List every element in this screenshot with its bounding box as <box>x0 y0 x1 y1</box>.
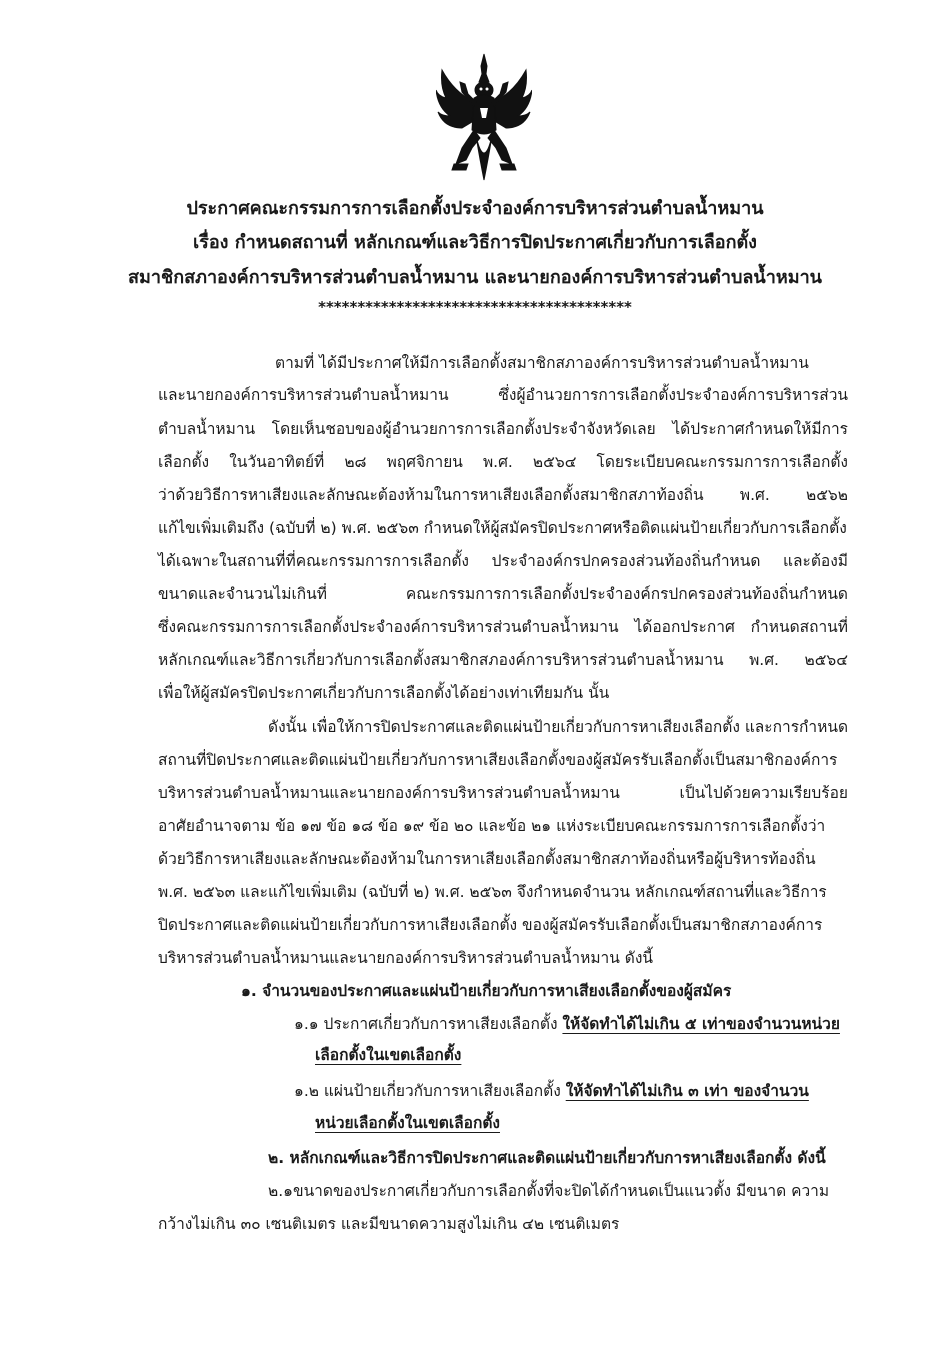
announcement-title: ประกาศคณะกรรมการการเลือกตั้งประจำองค์การบริหารส่วนตำบลน้ำหมาน <box>186 198 764 219</box>
para2-line-5: ด้วยวิธีการหาเสียงและลักษณะต้องห้ามในการหาเสียงเลือกตั้งสมาชิกสภาท้องถิ่นหรือผู้บริหารท้องถิ่น <box>158 850 816 868</box>
announcement-subject-continued: สมาชิกสภาองค์การบริหารส่วนตำบลน้ำหมาน และนายกองค์การบริหารส่วนตำบลน้ำหมาน <box>128 267 822 288</box>
para1-line-11: เพื่อให้ผู้สมัครปิดประกาศเกี่ยวกับการเลือกตั้งได้อย่างเท่าเทียมกัน นั้น <box>158 684 610 702</box>
section-1-1-emphasis-continued: เลือกตั้งในเขตเลือกตั้ง <box>315 1046 462 1064</box>
para1-line-1: ตามที่ ได้มีประกาศให้มีการเลือกตั้งสมาชิกสภาองค์การบริหารส่วนตำบลน้ำหมาน <box>275 354 809 372</box>
para2-line-4: อาศัยอำนาจตาม ข้อ ๑๗ ข้อ ๑๘ ข้อ ๑๙ ข้อ ๒๐ และข้อ ๒๑ แห่งระเบียบคณะกรรมการการเลือกตั้งว่า <box>158 817 826 835</box>
para2-line-6: พ.ศ. ๒๕๖๓ และแก้ไขเพิ่มเติม (ฉบับที่ ๒) พ.ศ. ๒๕๖๓ จึงกำหนดจำนวน หลักเกณฑ์สถานที่และวิธีการ <box>158 883 827 901</box>
para1-line-8: ขนาดและจำนวนไม่เกินที่ คณะกรรมการการเลือกตั้งประจำองค์กรปกครองส่วนท้องถิ่นกำหนด <box>158 585 848 603</box>
para2-line-8: บริหารส่วนตำบลน้ำหมานและนายกองค์การบริหารส่วนตำบลน้ำหมาน ดังนี้ <box>158 949 654 967</box>
para1-line-4: เลือกตั้ง ในวันอาทิตย์ที่ ๒๘ พฤศจิกายน พ.ศ. ๒๕๖๔ โดยระเบียบคณะกรรมการการเลือกตั้ง <box>158 453 848 471</box>
section-1-2-emphasis-continued: หน่วยเลือกตั้งในเขตเลือกตั้ง <box>315 1114 500 1132</box>
section-1-1-emphasis: ให้จัดทำได้ไม่เกิน ๕ เท่าของจำนวนหน่วย <box>562 1015 840 1033</box>
para1-line-3: ตำบลน้ำหมาน โดยเห็นชอบของผู้อำนวยการการเลือกตั้งประจำจังหวัดเลย ได้ประกาศกำหนดให้มีการ <box>158 420 848 438</box>
section-1-2-emphasis: ให้จัดทำได้ไม่เกิน ๓ เท่า ของจำนวน <box>565 1082 809 1100</box>
announcement-subject: เรื่อง กำหนดสถานที่ หลักเกณฑ์และวิธีการปิดประกาศเกี่ยวกับการเลือกตั้ง <box>193 232 757 253</box>
section-2-1-line-1: ๒.๑ขนาดของประกาศเกี่ยวกับการเลือกตั้งที่จะปิดได้กำหนดเป็นแนวตั้ง มีขนาด ความ <box>268 1182 830 1200</box>
para2-line-1: ดังนั้น เพื่อให้การปิดประกาศและติดแผ่นป้ายเกี่ยวกับการหาเสียงเลือกตั้ง และการกำหนด <box>268 718 849 736</box>
para2-line-3: บริหารส่วนตำบลน้ำหมานและนายกองค์การบริหารส่วนตำบลน้ำหมาน เป็นไปด้วยความเรียบร้อย <box>158 784 848 802</box>
section-1-2 <box>294 1080 809 1102</box>
para1-line-5: ว่าด้วยวิธีการหาเสียงและลักษณะต้องห้ามในการหาเสียงเลือกตั้งสมาชิกสภาท้องถิ่น พ.ศ. ๒๕๖๒ <box>158 486 848 504</box>
para1-line-2: และนายกองค์การบริหารส่วนตำบลน้ำหมาน ซึ่งผู้อำนวยการการเลือกตั้งประจำองค์การบริหารส่วน <box>158 386 848 404</box>
para1-line-9: ซึ่งคณะกรรมการการเลือกตั้งประจำองค์การบริหารส่วนตำบลน้ำหมาน ได้ออกประกาศ กำหนดสถานที่ <box>158 618 848 636</box>
section-1-1-text: ๑.๑ ประกาศเกี่ยวกับการหาเสียงเลือกตั้ง <box>294 1015 563 1033</box>
para2-line-2: สถานที่ปิดประกาศและติดแผ่นป้ายเกี่ยวกับการหาเสียงเลือกตั้งของผู้สมัครรับเลือกตั้งเป็นสมาชิกองค์การ <box>158 751 838 769</box>
garuda-emblem-icon <box>436 52 532 184</box>
separator-line: **************************************** <box>318 298 632 316</box>
para1-line-7: ได้เฉพาะในสถานที่ที่คณะกรรมการการเลือกตั้ง ประจำองค์กรปกครองส่วนท้องถิ่นกำหนด และต้องมี <box>158 552 848 570</box>
section-1-title: ๑. จำนวนของประกาศและแผ่นป้ายเกี่ยวกับการหาเสียงเลือกตั้งของผู้สมัคร <box>241 982 732 1000</box>
para1-line-6: แก้ไขเพิ่มเติมถึง (ฉบับที่ ๒) พ.ศ. ๒๕๖๓ กำหนดให้ผู้สมัครปิดประกาศหรือติดแผ่นป้ายเกี่ยวกับการเลือกตั้ง <box>158 519 847 537</box>
section-1-1 <box>294 1013 840 1035</box>
section-2-1-line-2: กว้างไม่เกิน ๓๐ เซนติเมตร และมีขนาดความสูงไม่เกิน ๔๒ เซนติเมตร <box>158 1215 620 1233</box>
section-1-2-text: ๑.๒ แผ่นป้ายเกี่ยวกับการหาเสียงเลือกตั้ง <box>294 1082 566 1100</box>
section-2-title: ๒. หลักเกณฑ์และวิธีการปิดประกาศและติดแผ่นป้ายเกี่ยวกับการหาเสียงเลือกตั้ง ดังนี้ <box>268 1149 826 1167</box>
para1-line-10: หลักเกณฑ์และวิธีการเกี่ยวกับการเลือกตั้งสมาชิกสภองค์การบริหารส่วนตำบลน้ำหมาน พ.ศ. ๒๕๖๔ <box>158 651 848 669</box>
para2-line-7: ปิดประกาศและติดแผ่นป้ายเกี่ยวกับการหาเสียงเลือกตั้ง ของผู้สมัครรับเลือกตั้งเป็นสมาชิกสภาองค์การ <box>158 916 823 934</box>
